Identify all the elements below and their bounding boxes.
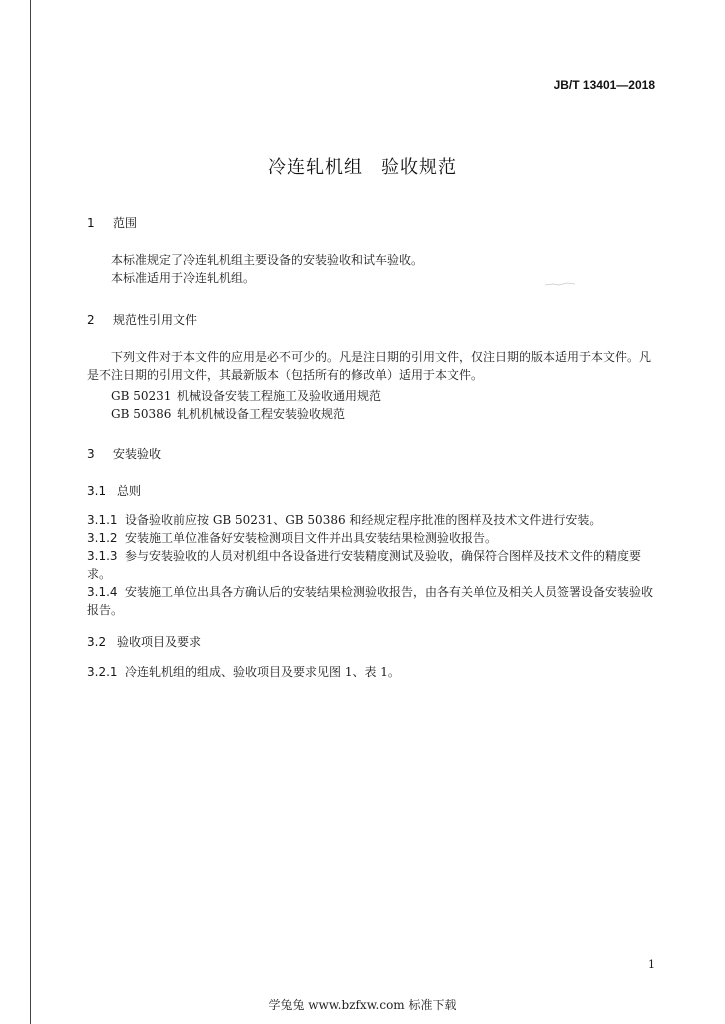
section-2-paragraph: 下列文件对于本文件的应用是必不可少的。凡是注日期的引用文件，仅注日期的版本适用于本文件。凡是不注日期的引用文件，其最新版本（包括所有的修改单）适用于本文件。: [87, 350, 652, 382]
site-watermark-footer: 学兔兔 www.bzfxw.com 标准下载: [268, 998, 457, 1012]
section-number: 1: [87, 216, 95, 230]
section-title: 规范性引用文件: [113, 313, 198, 327]
normative-reference: [111, 405, 345, 422]
section-title: 安装验收: [113, 447, 162, 461]
clause-3-2-1: [87, 663, 657, 681]
section-1-paragraph-1: 本标准规定了冷连轧机组主要设备的安装验收和试车验收。: [111, 253, 424, 267]
title-part-2: 验收规范: [381, 157, 457, 178]
section-number: 2: [87, 313, 95, 327]
section-title: 范围: [113, 216, 138, 230]
document-code: JB/T 13401—2018: [553, 78, 655, 92]
clause-text: 冷连轧机组的组成、验收项目及要求见图 1、表 1。: [125, 665, 400, 679]
page-number: 1: [648, 958, 655, 971]
section-number: 3.1: [87, 484, 107, 498]
section-3-2-heading: [87, 633, 201, 650]
section-title: 验收项目及要求: [117, 635, 202, 649]
section-3-heading: [87, 445, 161, 462]
clause-number: 3.2.1: [87, 665, 118, 679]
clause-number: 3.1.3: [87, 549, 118, 563]
clause-3-1-3: [87, 547, 657, 583]
section-3-1-heading: [87, 482, 141, 499]
document-title: [0, 153, 725, 179]
clause-3-1-1: [87, 511, 657, 529]
clause-3-1-2: [87, 529, 657, 547]
clause-text: 安装施工单位准备好安装检测项目文件并出具安装结果检测验收报告。: [125, 531, 498, 545]
clause-text: 参与安装验收的人员对机组中各设备进行安装精度测试及验收，确保符合图样及技术文件的精度要求。: [87, 549, 642, 581]
section-title: 总则: [117, 484, 142, 498]
clause-text: 安装施工单位出具各方确认后的安装结果检测验收报告，由各有关单位及相关人员签署设备安装验收报告。: [87, 585, 654, 617]
section-number: 3.2: [87, 635, 107, 649]
reference-title: 轧机机械设备工程安装验收规范: [177, 407, 346, 421]
scan-speck: [545, 281, 575, 287]
clause-number: 3.1.4: [87, 585, 118, 599]
section-1-heading: [87, 214, 137, 231]
section-2-heading: [87, 311, 197, 328]
section-1-paragraph-2: 本标准适用于冷连轧机组。: [111, 271, 256, 285]
clause-text: 设备验收前应按 GB 50231、GB 50386 和经规定程序批准的图样及技术文件进行安装。: [125, 513, 602, 527]
reference-code: GB 50386: [111, 407, 172, 421]
normative-reference: [111, 387, 381, 404]
title-part-1: 冷连轧机组: [268, 157, 363, 178]
reference-code: GB 50231: [111, 389, 172, 403]
section-number: 3: [87, 447, 95, 461]
reference-title: 机械设备安装工程施工及验收通用规范: [177, 389, 382, 403]
clause-number: 3.1.1: [87, 513, 118, 527]
clause-number: 3.1.2: [87, 531, 118, 545]
clause-3-1-4: [87, 583, 657, 619]
